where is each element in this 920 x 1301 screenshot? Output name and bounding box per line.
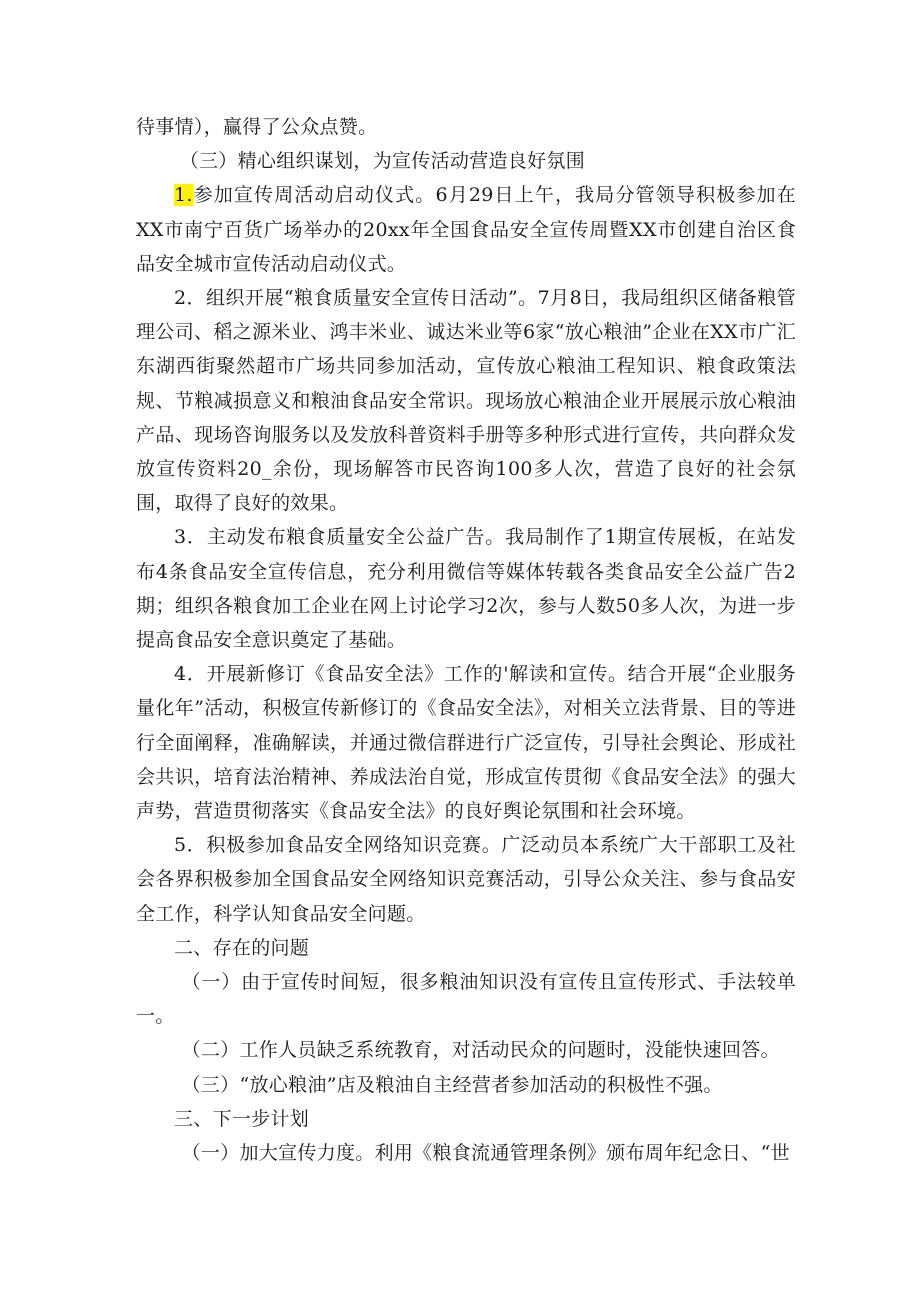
paragraph-text: 4．开展新修订《食品安全法》工作的'解读和宣传。结合开展“企业服务量化年”活动，积极宣传新修订的《食品安全法》，对相关立法背景、目的等进行全面阐释，准确解读，并通过微信群进行广泛宣传，引导社会舆论、形成社会共识，培育法治精神、养成法治自觉，形成宣传贯彻《食品安全法》的强大声势，营造贯彻落实《食品安全法》的良好舆论氛围和社会环境。 xyxy=(136,663,796,823)
problem-item-1 xyxy=(136,965,796,1033)
paragraph-text: （三）“放心粮油”店及粮油自主经营者参加活动的积极性不强。 xyxy=(181,1073,723,1096)
paragraph-text: （二）工作人员缺乏系统教育，对活动民众的问题时，没能快速回答。 xyxy=(181,1039,780,1062)
paragraph-continuation xyxy=(136,110,796,144)
heading-text: （三）精心组织谋划，为宣传活动营造良好氛围 xyxy=(179,150,585,173)
paragraph-text: 5．积极参加食品安全网络知识竞赛。广泛动员本系统广大干部职工及社会各界积极参加全国食品安全网络知识竞赛活动，引导公众关注、参与食品安全工作，科学认知食品安全问题。 xyxy=(136,834,796,925)
paragraph-item-4 xyxy=(136,657,796,828)
highlighted-marker: 1. xyxy=(174,184,193,207)
problem-item-3 xyxy=(136,1068,796,1102)
paragraph-text: 参加宣传周活动启动仪式。6月29日上午，我局分管领导积极参加在XX市南宁百货广场举办的20xx年全国食品安全宣传周暨XX市创建自治区食品安全城市宣传活动启动仪式。 xyxy=(136,184,796,275)
section-heading-organize xyxy=(136,144,796,178)
paragraph-text: 2．组织开展“粮食质量安全宣传日活动”。7月8日，我局组织区储备粮管理公司、稻之源米业、鸿丰米业、诚达米业等6家“放心粮油”企业在XX市广汇东湖西街聚然超市广场共同参加活动，宣传放心粮油工程知识、粮食政策法规、节粮减损意义和粮油食品安全常识。现场放心粮油企业开展展示放心粮油产品、现场咨询服务以及发放科普资料手册等多种形式进行宣传，共向群众发放宣传资料20_余份，现场解答市民咨询100多人次，营造了良好的社会氛围，取得了良好的效果。 xyxy=(136,287,796,515)
paragraph-item-5 xyxy=(136,828,796,931)
section-heading-next-plan xyxy=(136,1102,796,1136)
paragraph-item-1 xyxy=(136,178,796,281)
plan-item-1 xyxy=(136,1136,796,1170)
problem-item-2 xyxy=(136,1033,796,1067)
paragraph-text: 3．主动发布粮食质量安全公益广告。我局制作了1期宣传展板，在站发布4条食品安全宣传信息，充分利用微信等媒体转载各类食品安全公益广告2期；组织各粮食加工企业在网上讨论学习2次，参与人数50多人次，为进一步提高食品安全意识奠定了基础。 xyxy=(136,526,796,652)
section-heading-problems xyxy=(136,931,796,965)
paragraph-item-2 xyxy=(136,281,796,520)
paragraph-text: （一）加大宣传力度。利用《粮食流通管理条例》颁布周年纪念日、“世 xyxy=(181,1142,790,1165)
document-body xyxy=(136,110,796,1170)
paragraph-item-3 xyxy=(136,520,796,657)
heading-text: 三、下一步计划 xyxy=(174,1107,310,1130)
paragraph-text: （一）由于宣传时间短，很多粮油知识没有宣传且宣传形式、手法较单一。 xyxy=(136,971,796,1028)
paragraph-text: 待事情），赢得了公众点赞。 xyxy=(136,116,378,138)
heading-text: 二、存在的问题 xyxy=(174,936,310,959)
